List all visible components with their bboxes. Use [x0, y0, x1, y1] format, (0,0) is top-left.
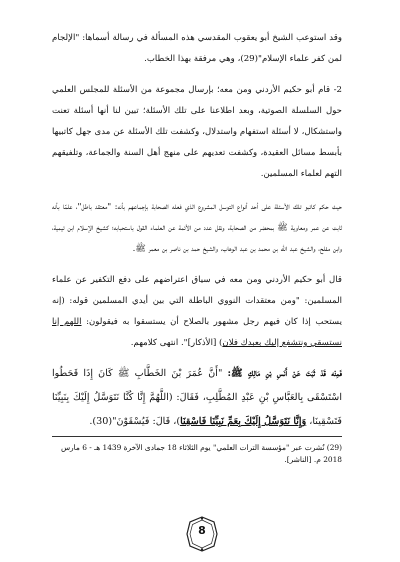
hadith-emphasis: وَإِنَّا نَتَوَسَّلُ إِلَيْكَ بِعَمِّ نَبِيِّنَا فَاسْقِنَا [180, 416, 307, 427]
paragraph-4-end: ) [الأذكار]". انتهى كلامهم. [130, 338, 223, 348]
paragraph-2: 2- قام أبو حكيم الأردني ومن معه؛ بإرسال مجموعة من الأسئلة للمجلس العلمي حول السلسلة الصوتية، وبعد اطلاعنا على تلك الأسئلة؛ تبين لنا أنها أسئلة تعنت واستشكال، لا أسئلة استفهام واستدلال، وكشفت تلك الأسئلة عن مدى جهل كاتبيها بأبسط مسائل العقيدة، وكشفت تعديهم على منهج أهل السنة والجماعة، وتلفيقهم التهم لعلماء المسلمين. [52, 85, 342, 179]
underlined-supplication: اللهم إنا نستسقي ونتشفع إليك بعبدك فلان [52, 317, 342, 348]
hadith-quote [52, 362, 342, 434]
hadith-opening: فَمِنْه قَدْ ثَبَتَ عَنْ أَنَسِ بْنِ مَالِكٍ ﷺ: [227, 368, 342, 379]
paragraph-4-start: قال أبو حكيم الأردني ومن معه في سياق اعتراضهم على دفع التكفير عن علماء المسلمين: "ومن معتقدات النووي الباطلة التي بين أيدي المسلمين قوله: (إنه يستحب إذا كان فيهم رجل مشهور بالصلاح أن يستسقوا به فيقولون: [52, 275, 342, 327]
hadith-text: "أَنَّ عُمَرَ بْنَ الخَطَّابِ ﷺ كَانَ إِذَا قَحَطُوا اسْتَسْقَى بِالعَبَّاسِ بْنِ عَبْدِ المُطَّلِبِ، فَقَالَ: (اللَّهُمَّ إِنَّا كُنَّا نَتَوَسَّلُ إِلَيْكَ بِنَبِيِّنَا فَتَسْقِينَا، [52, 368, 342, 427]
paragraph-3: حيث حكم كاتبو تلك الأسئلة على أحد أنواع التوسل المشروع الذي فعله الصحابة بإجماعهم بأنه: "معتقد باطل"، علمًا بأنه ثابت عن عمر ومعاوية ﷺ بمحضر من الصحابة، ونقل عدد من الأئمة عن العلماء القول باستحبابه؛ كشيخ الإسلام ابن تيمية، وابن مفلح، والشيخ عبد الله بن محمد بن عبد الوهاب، والشيخ حمد بن ناصر بن معمر ﷺ. [52, 202, 342, 254]
footnote-29: (29) نُشرت عبر "مؤسسة الترات العلمي" يوم الثلاثاء 18 جمادى الآخرة 1439 هـ - 6 مارس 2018 م. [الناشر]. [61, 443, 342, 464]
paragraph-1: وقد استوعب الشيخ أبو يعقوب المقدسي هذه المسألة في رسالة أسماها: "الإلجام لمن كفر علماء الإسلام"(29)، وهي مرفقة بهذا الخطاب. [52, 33, 342, 64]
paragraph-4 [52, 270, 342, 354]
footnote-separator [52, 436, 342, 437]
page-number: 8 [198, 524, 206, 537]
hadith-close: )، قَالَ: فَيُسْقَوْنَ"(30). [89, 416, 181, 427]
body-text [52, 28, 342, 434]
